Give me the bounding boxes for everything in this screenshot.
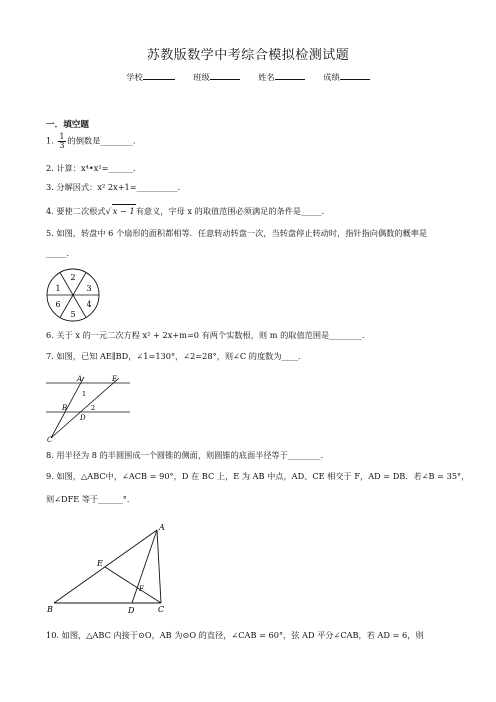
label-F: F <box>139 585 144 593</box>
label-D: D <box>80 414 86 422</box>
label-E: E <box>112 375 118 383</box>
question-1: 1. $\frac{1}{3}$ 的倒数是________． <box>46 132 142 150</box>
student-info-row <box>0 70 496 83</box>
spinner-number-1: 1 <box>55 284 61 293</box>
question-2: 2. 计算：x⁴•x²=______． <box>46 163 142 173</box>
question-10: 10. 如图，△ABC 内接于⊙O，AB 为⊙O 的直径，∠CAB = 60°，弦 AD 平分∠CAB，若 AD = 6，则 <box>46 630 424 640</box>
page-title: 苏教版数学中考综合模拟检测试题 <box>146 48 350 63</box>
spinner-figure <box>44 267 104 323</box>
spinner-number-3: 3 <box>86 284 92 293</box>
spinner-number-4: 4 <box>86 300 92 309</box>
spinner-number-5: 5 <box>70 310 76 319</box>
info-field-school: 学校 <box>126 72 174 82</box>
spinner-number-2: 2 <box>70 273 76 282</box>
triangle-figure <box>44 520 174 615</box>
info-field-score: 成绩 <box>323 72 369 82</box>
question-4: 4. 要使二次根式√ x − 1有意义，字母 x 的取值范围必须满足的条件是_____． <box>46 206 330 216</box>
question-5-answer-line: _____． <box>46 248 75 258</box>
info-field-class: 班级 <box>193 72 239 82</box>
spinner-number-6: 6 <box>55 300 61 309</box>
question-6: 6. 关于 x 的一元二次方程 x² + 2x+m=0 有两个实数根，则 m 的取值范围是________． <box>46 330 371 340</box>
info-field-name: 姓名 <box>258 72 304 82</box>
label-C: C <box>47 436 53 444</box>
parallel-lines-figure <box>44 372 134 444</box>
question-8: 8. 用半径为 8 的半圆围成一个圆锥的侧面，则圆锥的底面半径等于________． <box>46 450 329 460</box>
label-E: E <box>97 559 103 568</box>
question-9-line-2: 则∠DFE 等于______°． <box>46 494 136 504</box>
angle-label-2: 2 <box>91 404 96 412</box>
sqrt-symbol: √ <box>105 206 111 216</box>
label-C: C <box>158 605 165 614</box>
label-A: A <box>77 375 83 383</box>
question-5: 5. 如图，转盘中 6 个扇形的面积都相等．任意转动转盘一次，当转盘停止转动时，指针指向偶数的概率是 <box>46 228 428 238</box>
label-A: A <box>159 523 165 532</box>
fraction: $\frac{1}{3}$ <box>59 132 65 150</box>
question-7: 7. 如图，已知 AE∥BD，∠1=130°，∠2=28°，则∠C 的度数为____． <box>46 351 307 361</box>
question-9: 9. 如图，△ABC中，∠ACB = 90°，D 在 BC 上，E 为 AB 中点，AD、CE 相交于 F，AD = DB．若∠B = 35°， <box>46 471 470 481</box>
section-title: 一．填空题 <box>46 120 89 130</box>
radicand: x − 1 <box>112 206 135 216</box>
question-3: 3. 分解因式：x² 2x+1=__________． <box>46 182 186 192</box>
label-B: B <box>47 605 53 614</box>
label-B: B <box>62 404 68 412</box>
label-D: D <box>128 606 135 615</box>
angle-label-1: 1 <box>82 390 87 398</box>
